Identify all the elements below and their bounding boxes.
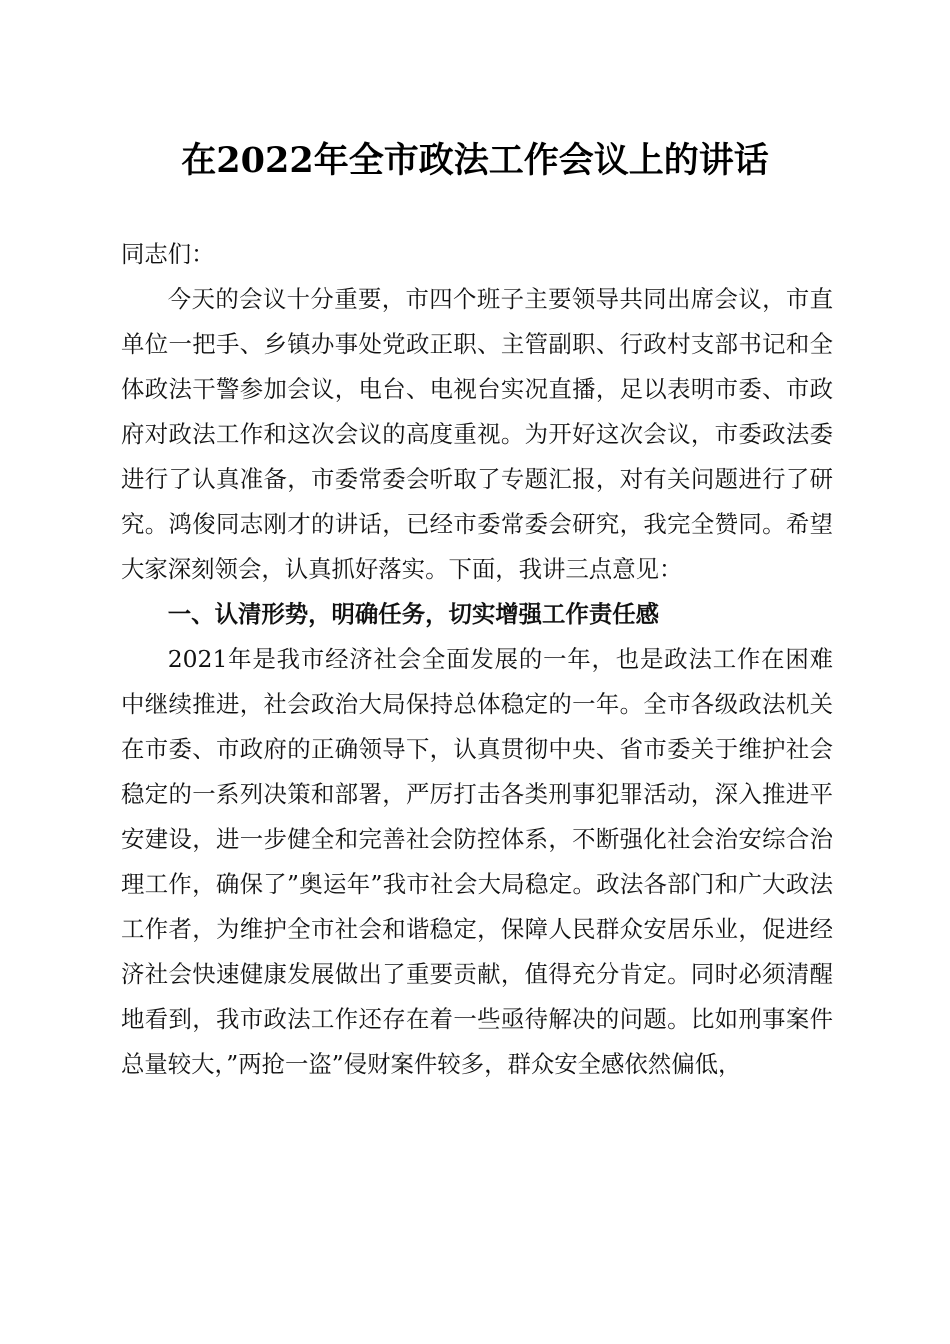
- section-heading: 一、认清形势，明确任务，切实增强工作责任感: [167, 600, 659, 628]
- salutation: 同志们：: [121, 240, 215, 268]
- section-paragraph: 2021年是我市经济社会全面发展的一年，也是政法工作在困难中继续推进，社会政治大局保持总体稳定的一年。全市各级政法机关在市委、市政府的正确领导下，认真贯彻中央、省市委关于维护社会稳定的一系列决策和部署，严厉打击各类刑事犯罪活动，深入推进平安建设，进一步健全和完善社会防控体系，不断强化社会治安综合治理工作，确保了”奥运年”我市社会大局稳定。政法各部门和广大政法工作者，为维护全市社会和谐稳定，保障人民群众安居乐业，促进经济社会快速健康发展做出了重要贡献，值得充分肯定。同时必须清醒地看到，我市政法工作还存在着一些亟待解决的问题。比如刑事案件总量较大，”两抢一盗”侵财案件较多，群众安全感依然偏低，: [121, 645, 833, 1078]
- document-title: 在2022年全市政法工作会议上的讲话: [181, 140, 769, 181]
- document-body: [121, 232, 833, 1087]
- intro-paragraph: 今天的会议十分重要，市四个班子主要领导共同出席会议，市直单位一把手、乡镇办事处党政正职、主管副职、行政村支部书记和全体政法干警参加会议，电台、电视台实况直播，足以表明市委、市政府对政法工作和这次会议的高度重视。为开好这次会议，市委政法委进行了认真准备，市委常委会听取了专题汇报，对有关问题进行了研究。鸿俊同志刚才的讲话，已经市委常委会研究，我完全赞同。希望大家深刻领会，认真抓好落实。下面，我讲三点意见：: [121, 285, 833, 583]
